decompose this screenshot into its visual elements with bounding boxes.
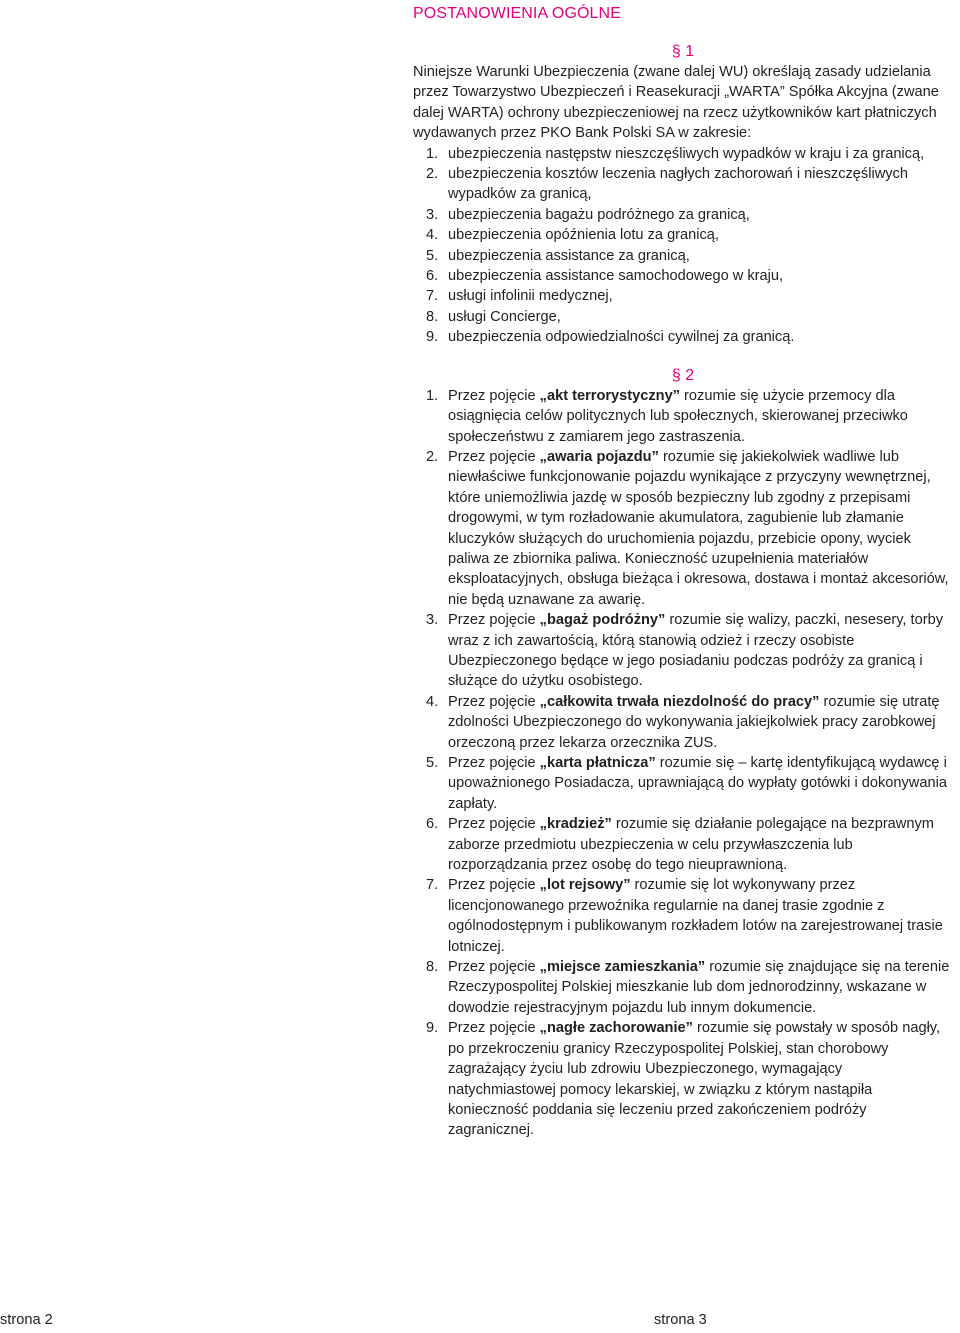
list-number: 6. — [426, 268, 439, 285]
list-item — [413, 246, 953, 266]
definition-lead: Przez pojęcie — [448, 448, 540, 465]
definition-text: rozumie się utratę zdolności Ubezpieczonego do wykonywania jakiejkolwiek pracy zarobkowej orzeczoną przez lekarza orzecznika ZUS. — [448, 693, 940, 751]
document-column — [413, 4, 953, 1141]
defined-term: „bagaż podróżny” — [539, 612, 666, 629]
list-number: 7. — [426, 877, 439, 894]
definition-item — [413, 1018, 953, 1140]
defined-term: „awaria pojazdu” — [539, 448, 659, 465]
list-number: 5. — [426, 755, 439, 771]
list-item — [413, 205, 953, 225]
list-number: 3. — [426, 612, 439, 629]
intro-paragraph: Niniejsze Warunki Ubezpieczenia (zwane dalej WU) określają zasady udzielania przez Towarzystwo Ubezpieczeń i Reasekuracji „WARTA” Spółka Akcyjna (zwane dalej WARTA) ochrony ubezpieczeniowej na rzecz użytkowników kart płatniczych wydawanych przez PKO Bank Polski SA w zakresie: — [413, 64, 939, 142]
list-text: ubezpieczenia następstw nieszczęśliwych wypadków w kraju i za granicą, — [448, 145, 925, 162]
scope-list — [413, 144, 953, 348]
definition-item — [413, 692, 953, 753]
list-number: 1. — [426, 145, 439, 162]
defined-term: „karta płatnicza” — [539, 755, 656, 771]
definition-text: rozumie się jakiekolwiek wadliwe lub niewłaściwe funkcjonowanie pojazdu wynikające z przyczyny wewnętrznej, które uniemożliwia jazdę w sposób bezpieczny lub zgodny z przepisami drogowymi, w tym rozładowanie akumulatora, zagubienie lub złamanie kluczyków służących do uruchomienia pojazdu, przebicie opony, wyciek paliwa ze zbiornika paliwa. Konieczność uzupełnienia materiałów eksploatacyjnych, obsługa bieżąca i okresowa, dostawa i montaż akcesoriów, nie będą uznawane za awarię. — [448, 448, 949, 608]
defined-term: „lot rejsowy” — [539, 877, 631, 894]
defined-term: „akt terrorystyczny” — [539, 387, 680, 404]
list-number: 4. — [426, 227, 439, 244]
list-text: usługi infolinii medycznej, — [448, 288, 613, 305]
list-number: 2. — [426, 448, 439, 465]
list-number: 7. — [426, 288, 439, 305]
list-number: 4. — [426, 693, 439, 710]
definition-lead: Przez pojęcie — [448, 816, 540, 833]
list-text: usługi Concierge, — [448, 308, 561, 325]
list-text: ubezpieczenia assistance samochodowego w kraju, — [448, 268, 784, 285]
list-item — [413, 225, 953, 245]
definition-text: rozumie się działanie polegające na bezprawnym zaborze przedmiotu ubezpieczenia w celu przywłaszczenia lub rozporządzania przez osobę do tego nieuprawnioną. — [448, 816, 934, 874]
definition-text: rozumie się znajdujące się na terenie Rzeczypospolitej Polskiej mieszkanie lub dom jednorodzinny, wskazane w dowodzie rejestracyjnym pojazdu lub innym dokumencie. — [448, 959, 950, 1016]
defined-term: „całkowita trwała niezdolność do pracy” — [539, 693, 820, 710]
defined-term: „kradzież” — [539, 816, 612, 833]
list-item — [413, 286, 953, 306]
list-text: ubezpieczenia opóźnienia lotu za granicą, — [448, 227, 719, 244]
definition-text: rozumie się – kartę identyfikującą wydawcę i upoważnionego Posiadacza, uprawniającą do wypłaty gotówki i dokonywania zapłaty. — [448, 755, 947, 812]
definition-item — [413, 447, 953, 610]
list-number: 9. — [426, 1020, 439, 1037]
list-number: 8. — [426, 308, 439, 325]
list-text: ubezpieczenia assistance za granicą, — [448, 247, 690, 264]
paragraph-mark-2: § 2 — [671, 366, 695, 384]
definition-lead: Przez pojęcie — [448, 877, 540, 894]
definition-item — [413, 753, 953, 814]
defined-term: „nagłe zachorowanie” — [539, 1020, 693, 1037]
list-item — [413, 327, 953, 347]
definition-text: rozumie się użycie przemocy dla osiągnięcia celów politycznych lub społecznych, skierowanej przeciwko społeczeństwu z zamiarem jego zastraszenia. — [448, 387, 908, 445]
list-number: 3. — [426, 206, 439, 223]
definition-lead: Przez pojęcie — [448, 612, 540, 629]
list-number: 5. — [426, 247, 439, 264]
page-number-right: strona 3 — [654, 1312, 707, 1328]
definition-text: rozumie się powstały w sposób nagły, po przekroczeniu granicy Rzeczypospolitej Polskiej, stan chorobowy zagrażający życiu lub zdrowiu Ubezpieczonego, wymagający natychmiastowej pomocy lekarskiej, w związku z którym nastąpiła konieczność poddania się leczeniu przed zakończeniem podróży zagranicznej. — [448, 1020, 941, 1139]
list-number: 8. — [426, 959, 439, 976]
page-number-left: strona 2 — [0, 1312, 53, 1328]
list-item — [413, 144, 953, 164]
list-item — [413, 307, 953, 327]
list-item — [413, 266, 953, 286]
definition-lead: Przez pojęcie — [448, 693, 540, 710]
definition-text: rozumie się lot wykonywany przez licencjonowanego przewoźnika regularnie na danej trasie zgodnie z ogólnodostępnym i publikowanym rozkładem lotów na zarejestrowanej trasie lotniczej. — [448, 877, 943, 955]
definition-item — [413, 814, 953, 875]
list-text: ubezpieczenia odpowiedzialności cywilnej za granicą. — [448, 329, 795, 346]
list-number: 9. — [426, 329, 439, 346]
paragraph-mark-1: § 1 — [671, 43, 695, 60]
definition-item — [413, 875, 953, 957]
list-number: 2. — [426, 166, 439, 183]
list-number: 6. — [426, 816, 439, 833]
definition-lead: Przez pojęcie — [448, 959, 540, 976]
section-heading: POSTANOWIENIA OGÓLNE — [413, 5, 621, 22]
list-text: ubezpieczenia kosztów leczenia nagłych zachorowań i nieszczęśliwych wypadków za granicą, — [448, 166, 908, 203]
list-text: ubezpieczenia bagażu podróżnego za granicą, — [448, 206, 750, 223]
definition-item — [413, 610, 953, 692]
definition-lead: Przez pojęcie — [448, 387, 540, 404]
definition-item — [413, 957, 953, 1018]
definition-text: rozumie się walizy, paczki, nesesery, torby wraz z ich zawartością, którą stanowią odzież i rzeczy osobiste Ubezpieczonego będące w jego posiadaniu podczas podróży za granicą i służące do użytku osobistego. — [448, 612, 943, 690]
definition-lead: Przez pojęcie — [448, 755, 540, 771]
definition-item — [413, 386, 953, 447]
definitions-list — [413, 386, 953, 1141]
definition-lead: Przez pojęcie — [448, 1020, 540, 1037]
list-number: 1. — [426, 387, 439, 404]
list-item — [413, 164, 953, 205]
defined-term: „miejsce zamieszkania” — [539, 959, 706, 976]
